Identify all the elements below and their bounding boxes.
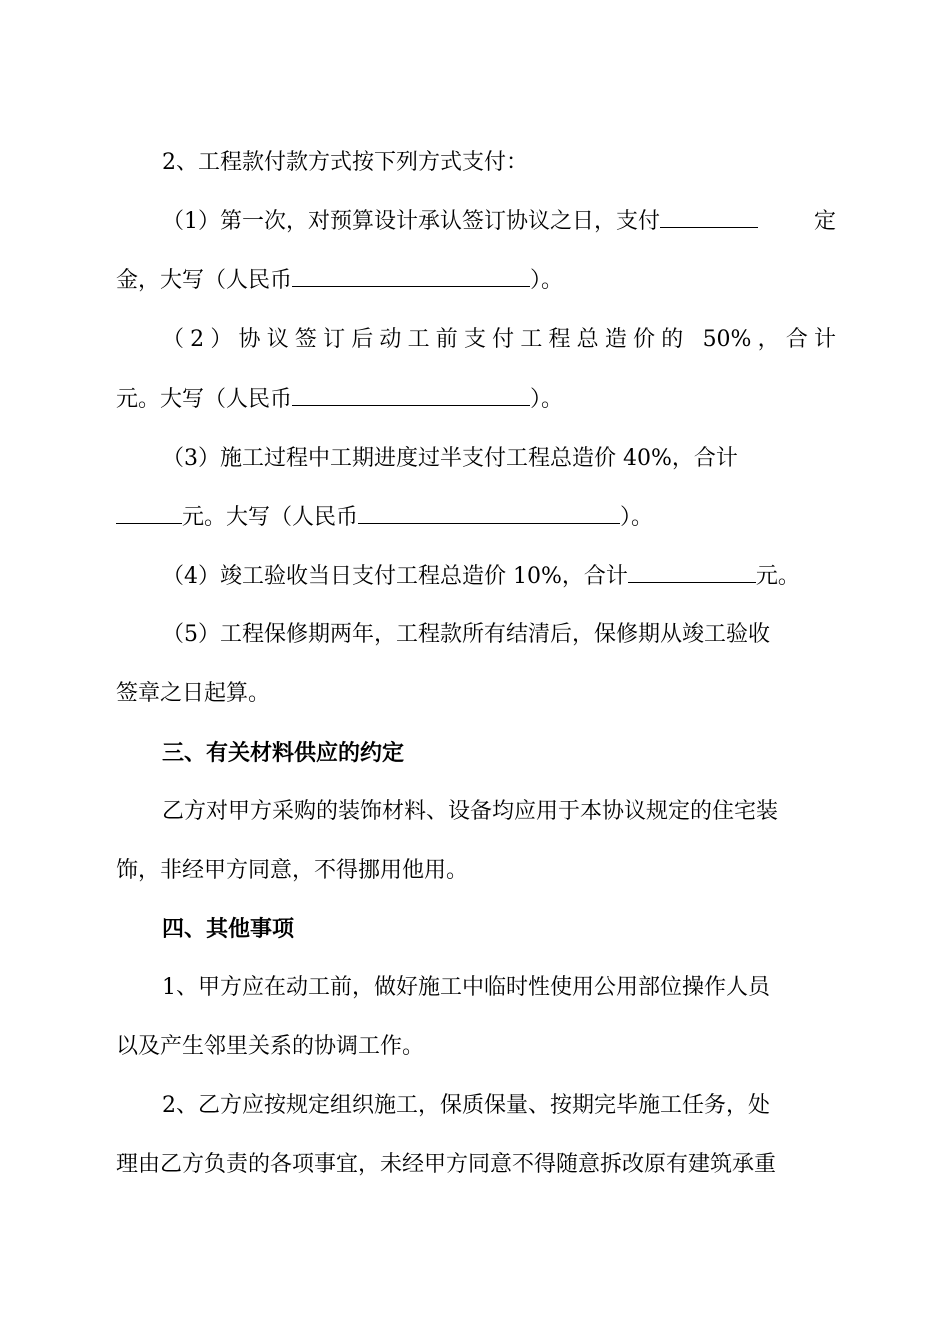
payment-item-4 bbox=[162, 562, 836, 592]
paragraph-text: （4）竣工验收当日支付工程总造价 10%，合计 bbox=[162, 564, 628, 589]
other-item-1 bbox=[162, 973, 836, 1003]
other-item-2-cont bbox=[116, 1150, 836, 1180]
blank-field-rmb-2[interactable] bbox=[292, 385, 530, 406]
paragraph-text: 乙方对甲方采购的装饰材料、设备均应用于本协议规定的住宅装 bbox=[162, 799, 779, 824]
paragraph-text: 元。 bbox=[755, 564, 800, 589]
paragraph-text: ）。 bbox=[620, 505, 654, 530]
payment-item-1 bbox=[162, 207, 836, 237]
blank-field-deposit[interactable] bbox=[660, 207, 758, 228]
other-item-2 bbox=[162, 1091, 836, 1121]
section-title: 三、有关材料供应的约定 bbox=[162, 740, 405, 766]
paragraph-text: （3）施工过程中工期进度过半支付工程总造价 40%，合计 bbox=[162, 446, 738, 471]
paragraph-text: 饰，非经甲方同意，不得挪用他用。 bbox=[116, 858, 469, 883]
blank-field-amount-3[interactable] bbox=[116, 503, 182, 524]
paragraph-text: 定 bbox=[813, 209, 836, 234]
other-item-1-cont bbox=[116, 1032, 836, 1062]
paragraph-text: 以及产生邻里关系的协调工作。 bbox=[116, 1034, 425, 1059]
blank-field-rmb-3[interactable] bbox=[358, 503, 620, 524]
payment-method-heading bbox=[162, 148, 836, 178]
paragraph-text: 金，大写（人民币 bbox=[116, 268, 293, 293]
materials-paragraph bbox=[162, 797, 836, 827]
paragraph-text: 1、甲方应在动工前，做好施工中临时性使用公用部位操作人员 bbox=[162, 975, 770, 1000]
payment-item-3-cont bbox=[116, 503, 836, 533]
payment-item-5 bbox=[162, 620, 836, 650]
paragraph-text: ）。 bbox=[530, 387, 564, 412]
paragraph-text: （2）协议签订后动工前支付工程总造价的 50%，合计 bbox=[162, 327, 836, 352]
paragraph-text: 元。大写（人民币 bbox=[182, 505, 359, 530]
payment-item-5-cont bbox=[116, 679, 836, 709]
paragraph-text: 理由乙方负责的各项事宜，未经甲方同意不得随意拆改原有建筑承重 bbox=[116, 1152, 777, 1177]
paragraph-text: 2、工程款付款方式按下列方式支付： bbox=[162, 150, 528, 175]
payment-item-3 bbox=[162, 444, 836, 474]
paragraph-text: （1）第一次，对预算设计承认签订协议之日，支付 bbox=[162, 209, 660, 234]
blank-field-rmb-1[interactable] bbox=[292, 266, 530, 287]
paragraph-text: 2、乙方应按规定组织施工，保质保量、按期完毕施工任务，处 bbox=[162, 1093, 770, 1118]
section-heading-materials bbox=[162, 738, 836, 768]
materials-paragraph-cont bbox=[116, 856, 836, 886]
section-heading-other bbox=[162, 914, 836, 944]
paragraph-text: 元。大写（人民币 bbox=[116, 387, 293, 412]
payment-item-2 bbox=[162, 325, 836, 355]
payment-item-1-cont bbox=[116, 266, 836, 296]
paragraph-text: 签章之日起算。 bbox=[116, 681, 271, 706]
blank-field-amount-4[interactable] bbox=[628, 562, 756, 583]
paragraph-text: ）。 bbox=[530, 268, 564, 293]
payment-item-2-cont bbox=[116, 385, 836, 415]
section-title: 四、其他事项 bbox=[162, 916, 295, 942]
paragraph-text: （5）工程保修期两年，工程款所有结清后，保修期从竣工验收 bbox=[162, 622, 770, 647]
